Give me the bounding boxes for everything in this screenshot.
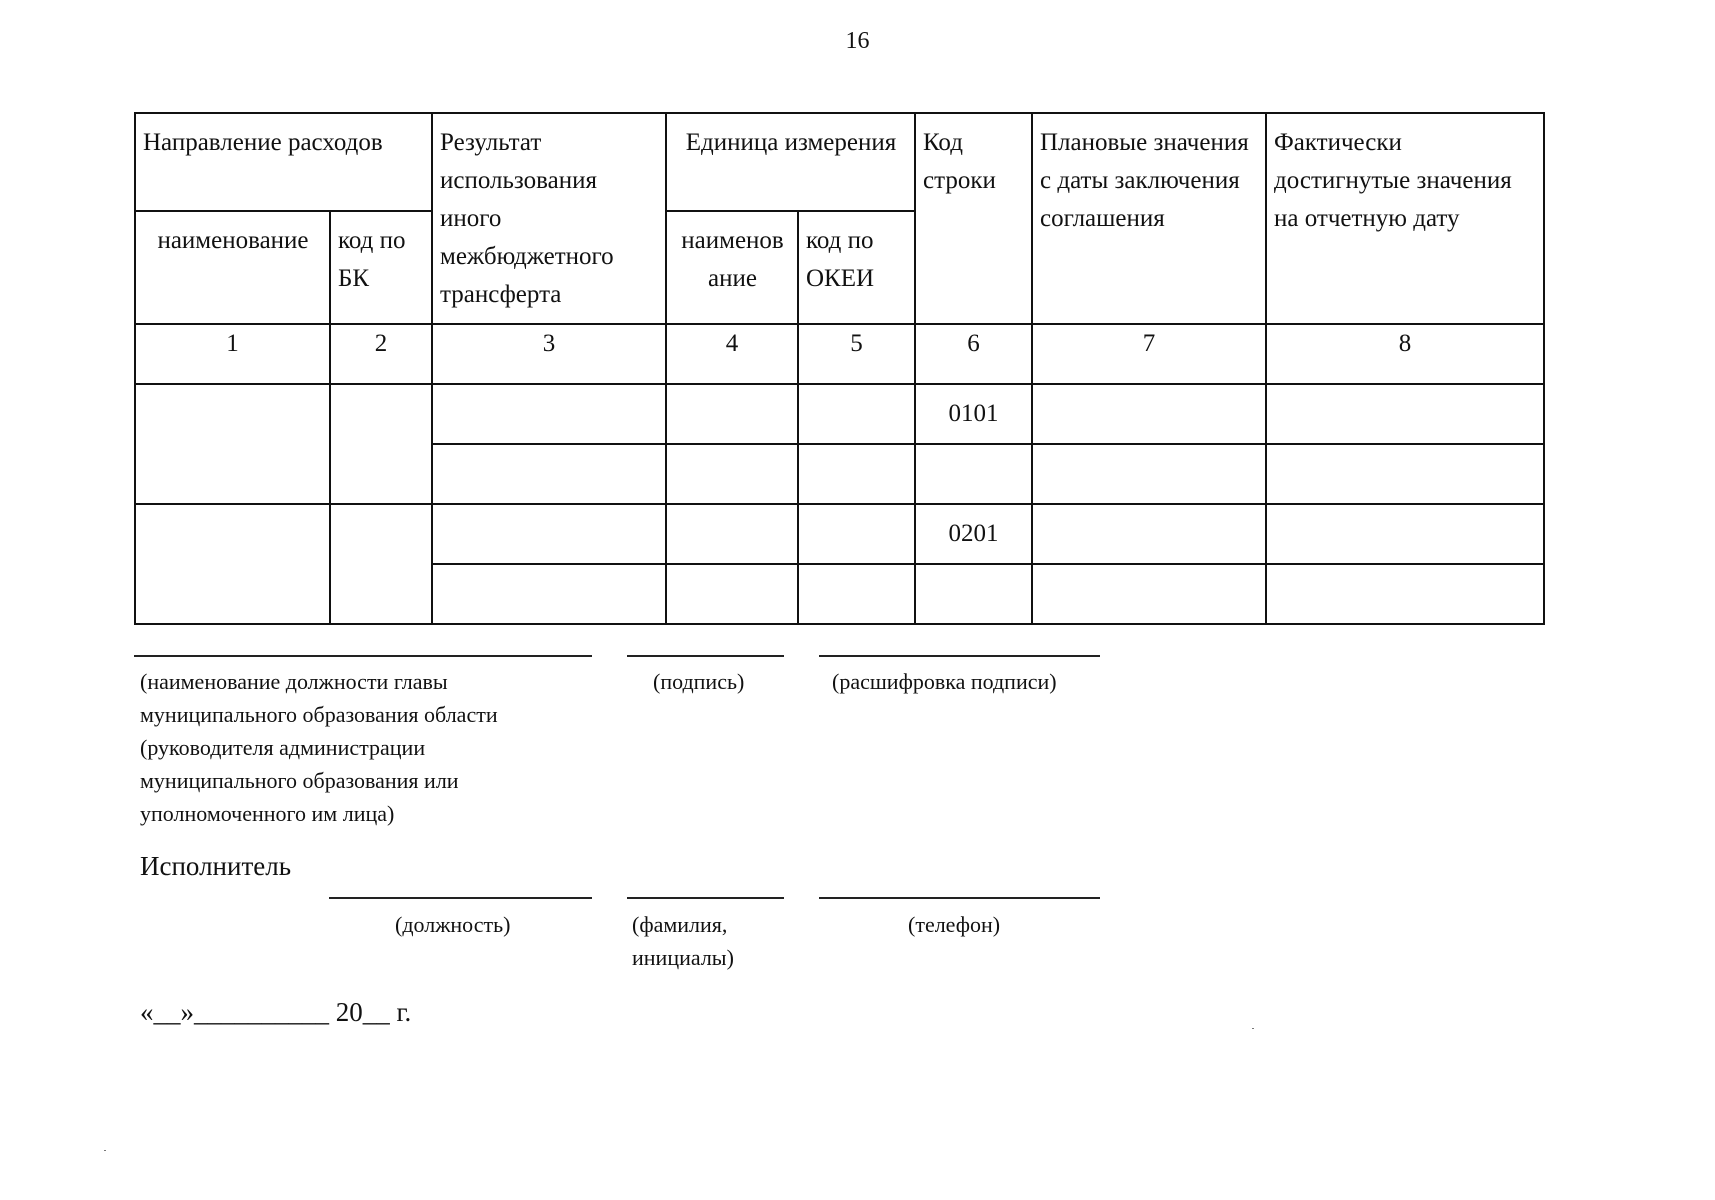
column-number: 2 [330, 324, 432, 384]
executor-name-line [627, 897, 784, 899]
data-cell [1266, 564, 1544, 624]
data-cell [432, 504, 666, 564]
data-cell [666, 504, 798, 564]
column-number: 6 [915, 324, 1032, 384]
data-cell [798, 444, 915, 504]
data-cell [798, 564, 915, 624]
data-cell [1266, 444, 1544, 504]
data-cell [915, 444, 1032, 504]
date-line: «__»__________ 20__ г. [140, 997, 412, 1027]
decoding-caption: (расшифровка подписи) [832, 669, 1057, 694]
header-actual-values: Фактически достигнутые значения на отчетную дату [1266, 113, 1544, 324]
data-cell [798, 384, 915, 444]
row-code-cell: 0201 [915, 504, 1032, 564]
column-number: 1 [135, 324, 330, 384]
data-cell [798, 504, 915, 564]
data-cell [1032, 564, 1266, 624]
data-cell [135, 504, 330, 624]
executor-label: Исполнитель [140, 851, 292, 881]
data-cell [1266, 384, 1544, 444]
header-expense-direction: Направление расходов [135, 113, 432, 211]
header-expense-bk-code: код по БК [330, 211, 432, 324]
column-number: 3 [432, 324, 666, 384]
data-cell [432, 564, 666, 624]
header-row-code: Код строки [915, 113, 1032, 324]
executor-position-line [329, 897, 592, 899]
header-planned-values: Плановые значения с даты заключения соглашения [1032, 113, 1266, 324]
data-cell [432, 384, 666, 444]
column-number: 4 [666, 324, 798, 384]
data-cell [666, 564, 798, 624]
data-cell [1032, 444, 1266, 504]
executor-phone-line [819, 897, 1100, 899]
scan-speck [104, 1150, 106, 1151]
header-expense-name: наименование [135, 211, 330, 324]
column-number: 5 [798, 324, 915, 384]
decoding-signature-line [819, 655, 1100, 657]
head-position-caption: (наименование должности главы муниципального образования области (руководителя администрации муниципального образования или уполномоченного им лица) [140, 669, 498, 826]
data-cell [1032, 504, 1266, 564]
data-cell [666, 384, 798, 444]
signature-caption: (подпись) [653, 669, 745, 694]
data-cell [432, 444, 666, 504]
position-signature-line [134, 655, 592, 657]
executor-position-caption: (должность) [395, 912, 511, 937]
table-row [135, 504, 1544, 564]
report-table [134, 112, 1545, 625]
row-code-cell: 0101 [915, 384, 1032, 444]
table-row [135, 384, 1544, 444]
header-unit-okei-code: код по ОКЕИ [798, 211, 915, 324]
column-number: 8 [1266, 324, 1544, 384]
executor-phone-caption: (телефон) [908, 912, 1001, 937]
page-number: 16 [845, 28, 870, 54]
header-unit: Единица измерения [666, 113, 915, 211]
data-cell [330, 504, 432, 624]
signature-line [627, 655, 784, 657]
column-number-row [135, 324, 1544, 384]
data-cell [135, 384, 330, 504]
data-cell [666, 444, 798, 504]
column-number: 7 [1032, 324, 1266, 384]
scan-speck [1252, 1028, 1254, 1029]
executor-name-caption: (фамилия, инициалы) [632, 912, 734, 970]
header-unit-name: наименов ание [666, 211, 798, 324]
data-cell [330, 384, 432, 504]
data-cell [915, 564, 1032, 624]
data-cell [1032, 384, 1266, 444]
data-cell [1266, 504, 1544, 564]
header-result-of-use: Результат использования иного межбюджетного трансферта [432, 113, 666, 324]
